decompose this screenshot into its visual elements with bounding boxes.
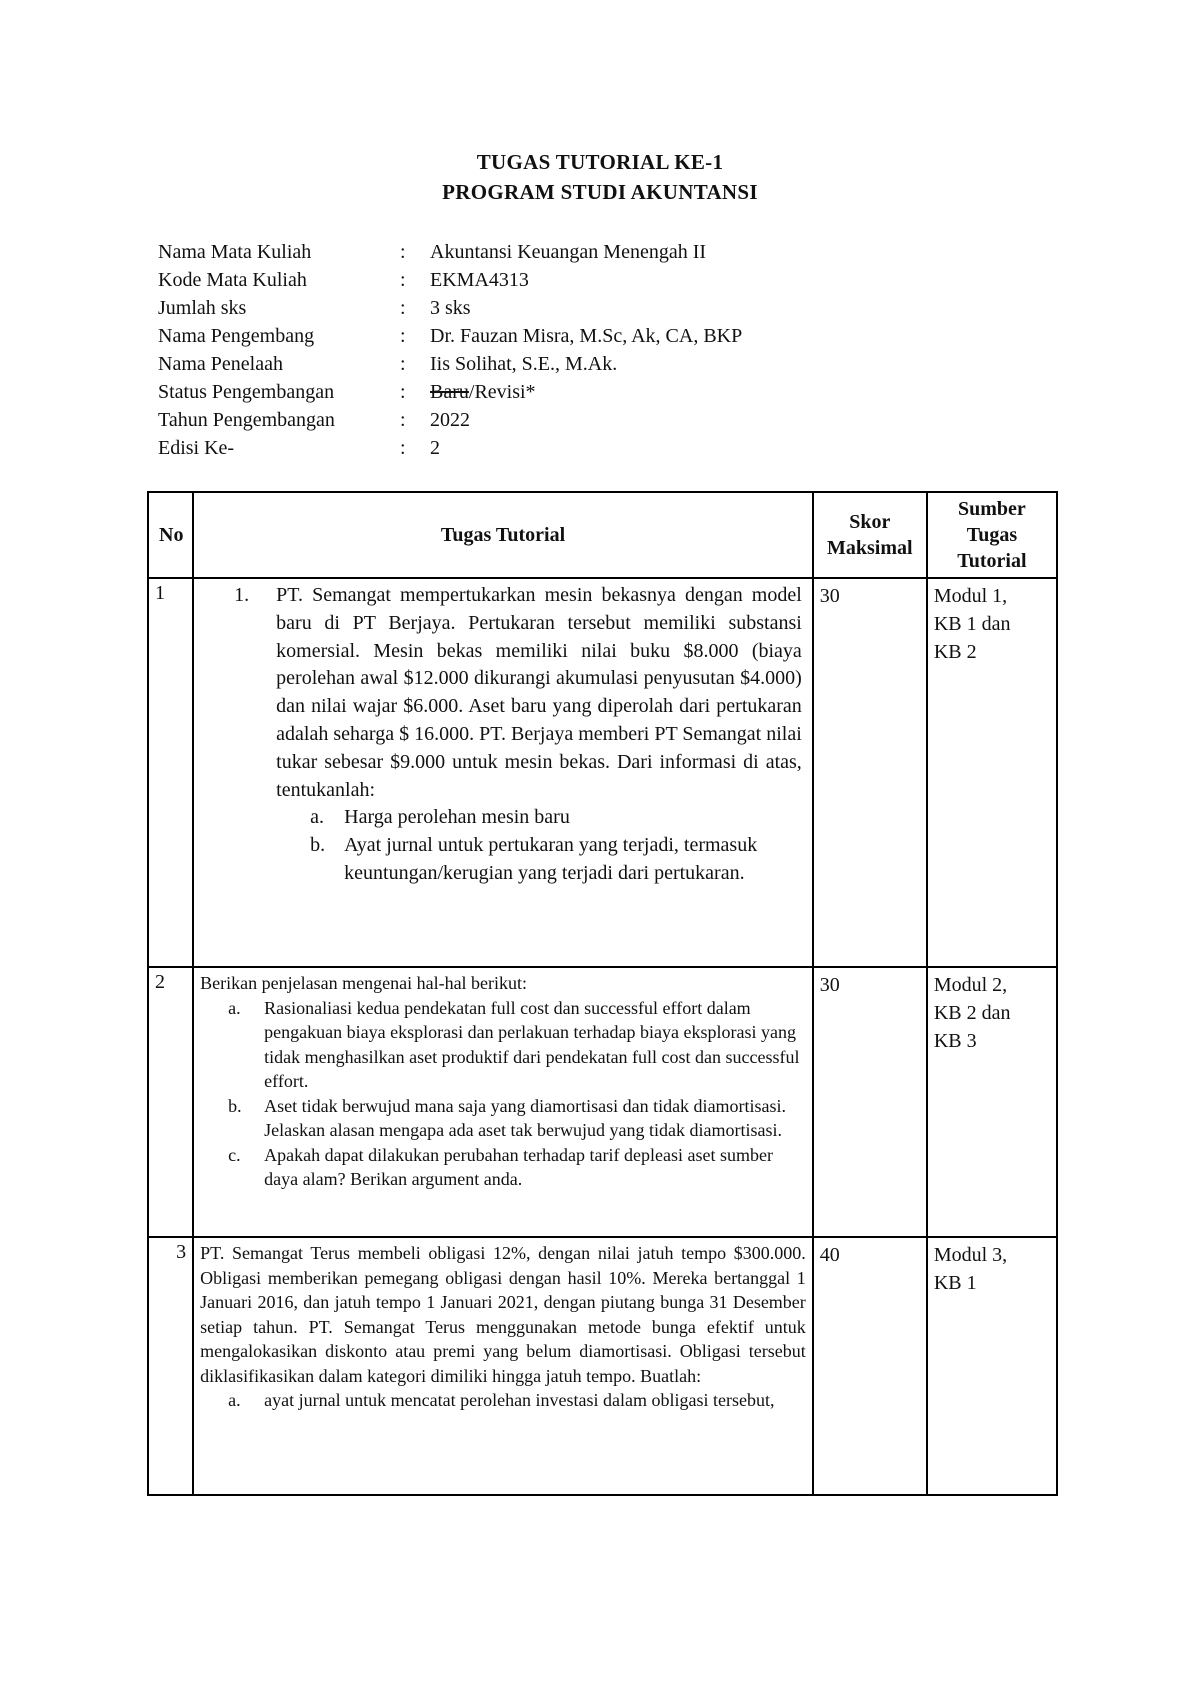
meta-value-rest: /Revisi* <box>468 381 536 403</box>
meta-label: Kode Mata Kuliah <box>158 269 307 291</box>
item-label: a. <box>310 806 325 829</box>
header-source-line1: Sumber <box>958 498 1026 520</box>
question-text: PT. Semangat mempertukarkan mesin bekasnya dengan model baru di PT Berjaya. Pertukaran tersebut memiliki substansi komersial. Mesin bekas memiliki nilai buku $8.000 (biaya perolehan awal $12.000 dikurangi akumulasi penyusutan $4.000) dan nilai wajar $6.000. Aset baru yang diperolah dari pertukaran adalah seharga $ 16.000. PT. Berjaya memberi PT Semangat nilai tukar sebesar $9.000 untuk mesin bekas. Dari informasi di atas, tentukanlah: <box>276 584 802 801</box>
item-label: c. <box>228 1144 241 1165</box>
meta-colon: : <box>400 325 406 347</box>
max-score: 40 <box>813 1237 927 1495</box>
row-number: 1 <box>148 578 193 967</box>
row-number: 3 <box>148 1237 193 1495</box>
question-text: Berikan penjelasan mengenai hal-hal berikut: <box>200 973 528 993</box>
meta-row-year <box>158 406 742 434</box>
meta-label: Nama Mata Kuliah <box>158 241 312 263</box>
meta-label: Nama Pengembang <box>158 325 315 347</box>
max-score: 30 <box>813 578 927 967</box>
item-text: Aset tidak berwujud mana saja yang diamortisasi dan tidak diamortisasi. Jelaskan alasan mengapa ada aset tak berwujud yang tidak diamortisasi. <box>264 1095 787 1140</box>
meta-row-edition <box>158 434 742 462</box>
source-line: Modul 3, <box>933 1244 1008 1266</box>
source-cell <box>927 578 1057 967</box>
meta-value: 2022 <box>430 409 470 431</box>
table-row <box>148 1237 1057 1495</box>
max-score: 30 <box>813 967 927 1237</box>
task-content <box>200 971 806 1192</box>
table-header-row <box>148 492 1057 578</box>
sub-items <box>224 996 806 1192</box>
table-row <box>148 578 1057 967</box>
list-item <box>224 996 806 1094</box>
sub-items <box>310 804 806 887</box>
item-text: Ayat jurnal untuk pertukaran yang terjadi, termasuk keuntungan/kerugian yang terjadi dari pertukaran. <box>344 834 758 884</box>
item-text: Apakah dapat dilakukan perubahan terhadap tarif depleasi aset sumber daya alam? Berikan argument anda. <box>264 1144 773 1189</box>
question <box>200 582 806 804</box>
item-label: a. <box>228 1390 241 1410</box>
header-score-line2: Maksimal <box>827 537 913 559</box>
header-score-line1: Skor <box>849 511 891 533</box>
tutorial-table <box>147 491 1058 1496</box>
meta-row-reviewer <box>158 350 742 378</box>
source-line: KB 2 <box>933 641 977 663</box>
sub-items <box>224 1388 806 1413</box>
meta-value: 3 sks <box>430 297 471 319</box>
item-text: ayat jurnal untuk mencatat perolehan investasi dalam obligasi tersebut, <box>264 1390 775 1410</box>
meta-value: EKMA4313 <box>430 269 529 291</box>
item-text: Rasionaliasi kedua pendekatan full cost dan successful effort dalam pengakuan biaya eksplorasi dan perlakuan terhadap biaya eksplorasi yang tidak menghasilkan aset produktif dari pendekatan full cost dan successful effort. <box>264 997 800 1091</box>
header-source <box>927 492 1057 578</box>
meta-colon: : <box>400 241 406 263</box>
meta-colon: : <box>400 409 406 431</box>
meta-row-course-name <box>158 238 742 266</box>
header-no: No <box>148 492 193 578</box>
task-cell <box>193 1237 813 1495</box>
header-source-line2: Tugas <box>966 524 1018 546</box>
meta-value <box>430 378 536 406</box>
meta-label: Nama Penelaah <box>158 353 283 375</box>
meta-row-developer <box>158 322 742 350</box>
meta-colon: : <box>400 381 406 403</box>
source-line: KB 3 <box>933 1030 977 1052</box>
meta-colon: : <box>400 297 406 319</box>
item-label: b. <box>228 1095 242 1116</box>
header-score <box>813 492 927 578</box>
meta-row-credits <box>158 294 742 322</box>
meta-label: Jumlah sks <box>158 297 247 319</box>
task-content <box>200 582 806 888</box>
source-line: KB 2 dan <box>933 1002 1011 1024</box>
course-info <box>158 238 742 462</box>
item-text: Harga perolehan mesin baru <box>344 806 570 829</box>
source-cell <box>927 967 1057 1237</box>
meta-row-course-code <box>158 266 742 294</box>
meta-value: 2 <box>430 437 440 459</box>
source-cell <box>927 1237 1057 1495</box>
meta-label: Edisi Ke- <box>158 437 235 459</box>
source-line: Modul 1, <box>933 585 1008 607</box>
header-task: Tugas Tutorial <box>193 492 813 578</box>
document-subtitle: PROGRAM STUDI AKUNTANSI <box>442 180 758 204</box>
meta-label: Tahun Pengembangan <box>158 409 335 431</box>
meta-value: Akuntansi Keuangan Menengah II <box>430 241 707 263</box>
meta-colon: : <box>400 269 406 291</box>
item-label: b. <box>310 834 326 857</box>
list-item <box>224 1388 806 1413</box>
meta-colon: : <box>400 437 406 459</box>
list-item <box>224 1094 806 1143</box>
meta-label: Status Pengembangan <box>158 381 335 403</box>
struck-value: Baru <box>430 381 469 403</box>
row-number: 2 <box>148 967 193 1237</box>
task-cell <box>193 967 813 1237</box>
list-item <box>224 1143 806 1192</box>
task-cell <box>193 578 813 967</box>
header-source-line3: Tutorial <box>957 550 1027 572</box>
document-title: TUGAS TUTORIAL KE-1 <box>476 150 724 174</box>
table-row <box>148 967 1057 1237</box>
list-item <box>310 832 806 888</box>
source-line: Modul 2, <box>933 974 1008 996</box>
task-content <box>200 1241 806 1413</box>
list-item <box>310 804 806 832</box>
source-line: KB 1 dan <box>933 613 1011 635</box>
meta-colon: : <box>400 353 406 375</box>
question-number: 1. <box>234 584 250 606</box>
meta-value: Iis Solihat, S.E., M.Ak. <box>430 353 618 375</box>
meta-value: Dr. Fauzan Misra, M.Sc, Ak, CA, BKP <box>430 325 743 347</box>
source-line: KB 1 <box>933 1272 977 1294</box>
item-label: a. <box>228 997 241 1018</box>
meta-row-status <box>158 378 742 406</box>
question-text: PT. Semangat Terus membeli obligasi 12%, dengan nilai jatuh tempo $300.000. Obligasi memberikan pemegang obligasi dengan hasil 10%. Mereka bertanggal 1 Januari 2016, dan jatuh tempo 1 Januari 2021, dengan piutang bunga 31 Desember setiap tahun. PT. Semangat Terus menggunakan metode bunga efektif untuk mengalokasikan diskonto atau premi yang belum diamortisasi. Obligasi tersebut diklasifikasikan dalam kategori dimiliki hingga jatuh tempo. Buatlah: <box>200 1243 806 1386</box>
